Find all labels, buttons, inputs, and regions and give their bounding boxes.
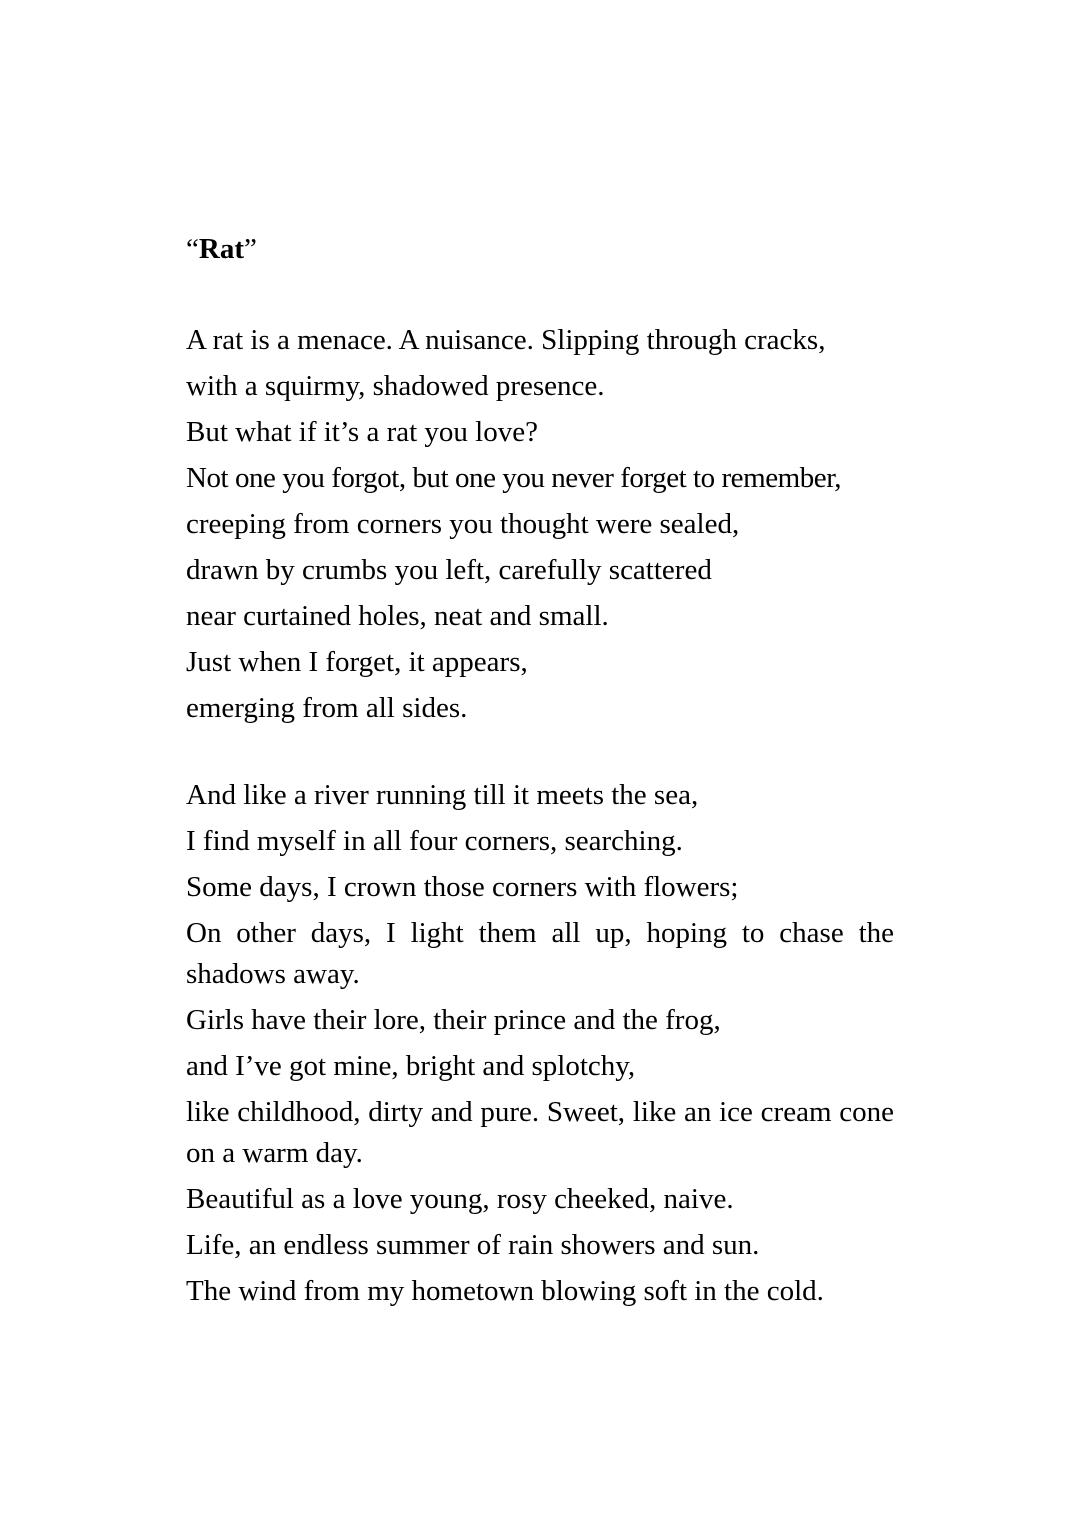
poem-line: On other days, I light them all up, hoping to chase the shadows away. <box>186 917 894 990</box>
poem-line: The wind from my hometown blowing soft in the cold. <box>186 1275 824 1307</box>
poem-line: But what if it’s a rat you love? <box>186 416 538 448</box>
poem-line: Not one you forgot, but one you never forget to remember, <box>186 462 842 494</box>
stanza-2 <box>186 775 894 1312</box>
poem-line: Life, an endless summer of rain showers and sun. <box>186 1229 760 1261</box>
title-text: Rat <box>198 233 244 265</box>
stanza-1 <box>186 320 894 729</box>
poem-line: Beautiful as a love young, rosy cheeked, naive. <box>186 1183 734 1215</box>
poem-line: creeping from corners you thought were sealed, <box>186 508 740 540</box>
poem-line: emerging from all sides. <box>186 692 468 724</box>
title-close-quote: ” <box>243 233 257 265</box>
poem-line: with a squirmy, shadowed presence. <box>186 370 605 402</box>
poem-line: Girls have their lore, their prince and the frog, <box>186 1004 721 1036</box>
poem-line: I find myself in all four corners, searching. <box>186 825 683 857</box>
poem-line: like childhood, dirty and pure. Sweet, like an ice cream cone on a warm day. <box>186 1096 894 1169</box>
poem-line: Some days, I crown those corners with flowers; <box>186 871 739 903</box>
poem-title <box>186 228 894 270</box>
poem-line: drawn by crumbs you left, carefully scattered <box>186 554 712 586</box>
poem-line: near curtained holes, neat and small. <box>186 600 609 632</box>
poem-line: and I’ve got mine, bright and splotchy, <box>186 1050 636 1082</box>
poem-page <box>186 228 894 1317</box>
title-open-quote: “ <box>186 233 199 265</box>
poem-line: Just when I forget, it appears, <box>186 646 528 678</box>
poem-line: A rat is a menace. A nuisance. Slipping through cracks, <box>186 324 826 356</box>
poem-line: And like a river running till it meets the sea, <box>186 779 699 811</box>
